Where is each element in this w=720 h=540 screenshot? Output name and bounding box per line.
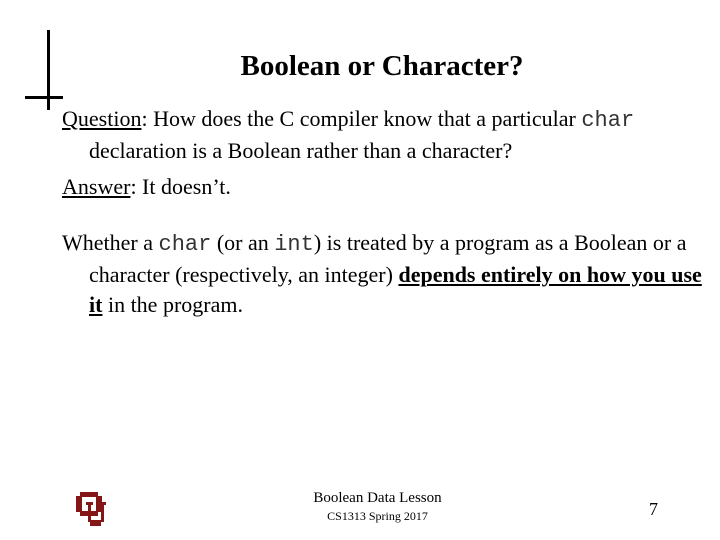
slide-title: Boolean or Character? <box>240 50 524 82</box>
p2-code-int: int <box>274 232 314 257</box>
question-paragraph <box>62 104 702 166</box>
question-code: char <box>581 108 635 133</box>
footer-lesson-title: Boolean Data Lesson <box>313 490 442 506</box>
p2-text-1: Whether a <box>62 230 159 255</box>
question-text-1: : How does the C compiler know that a particular <box>141 106 582 131</box>
p2-text-4: in the program. <box>102 292 243 317</box>
footer-course: CS1313 Spring 2017 <box>327 509 428 523</box>
p2-code-char: char <box>158 232 212 257</box>
p2-text-2: (or an <box>211 230 275 255</box>
p2-emphasis: depends entirely on how you use it <box>89 262 702 317</box>
spacer <box>62 202 702 228</box>
explanation-paragraph <box>62 228 702 320</box>
p2-text-3: ) is treated by a program as a Boolean or a character (respectively, an integer) <box>89 230 687 287</box>
question-label: Question <box>62 106 142 131</box>
answer-label: Answer <box>62 174 131 199</box>
page-number: 7 <box>649 499 658 519</box>
answer-paragraph <box>62 172 702 202</box>
answer-text: : It doesn’t. <box>130 174 231 199</box>
question-text-2: declaration is a Boolean rather than a character? <box>89 138 513 163</box>
horizontal-rule <box>25 96 63 99</box>
slide-body <box>62 104 702 320</box>
